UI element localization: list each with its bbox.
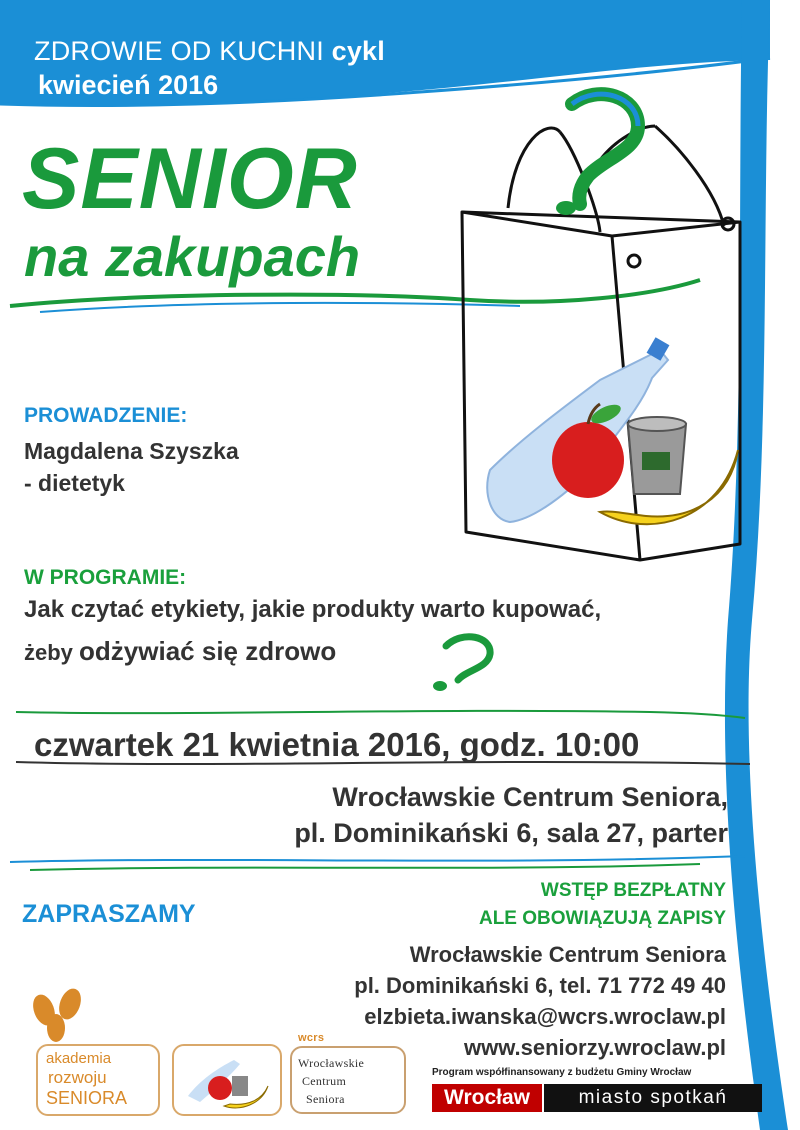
logo-ars-line-2: rozwoju [48,1068,107,1087]
wcrs-logo [290,1032,406,1114]
wroclaw-slogan: miasto spotkań [544,1084,762,1112]
event-title-sub: na zakupach [24,225,361,288]
host-role: - dietetyk [24,470,125,496]
registration-text: ALE OBOWIĄZUJĄ ZAPISY [478,908,726,929]
logo-wcrs-abbr: wcrs [298,1032,325,1044]
organizer-address-phone: pl. Dominikański 6, tel. 71 772 49 40 [354,973,726,998]
series-suffix: cykl [331,36,385,66]
logo-wcrs-line-2: Centrum [302,1074,347,1088]
invite-text: ZAPRASZAMY [22,900,196,928]
event-mini-logo [172,1044,282,1116]
series-text: ZDROWIE OD KUCHNI [34,36,324,66]
series-title [34,36,385,67]
logo-ars-line-3: SENIORA [46,1088,128,1108]
logo-ars-line-1: akademia [46,1050,112,1067]
event-venue: Wrocławskie Centrum Seniora, [332,782,728,812]
event-date: czwartek 21 kwietnia 2016, godz. 10:00 [34,726,640,763]
program-line-2-emphasis: odżywiać się zdrowo [79,636,337,666]
organizer-website[interactable]: www.seniorzy.wroclaw.pl [463,1035,726,1060]
program-label: W PROGRAMIE: [24,566,187,589]
yogurt-cup-illustration [628,417,686,494]
program-line-2 [24,636,336,667]
host-name: Magdalena Szyszka [24,438,239,464]
organizer-name: Wrocławskie Centrum Seniora [409,942,726,967]
series-month: kwiecień 2016 [38,70,219,100]
logo-wcrs-line-3: Seniora [306,1092,345,1106]
event-address: pl. Dominikański 6, sala 27, parter [294,818,728,848]
program-line-1: Jak czytać etykiety, jakie produkty warto kupować, [24,596,602,623]
cofinance-note: Program współfinansowany z budżetu Gminy Wrocław [432,1067,692,1078]
wroclaw-brand-label: Wrocław [432,1084,542,1112]
program-line-2-start: żeby [24,640,73,665]
organizer-email[interactable]: elzbieta.iwanska@wcrs.wroclaw.pl [364,1004,726,1029]
akademia-rozwoju-seniora-logo [36,1044,160,1116]
logo-wcrs-line-1: Wrocławskie [298,1056,365,1070]
oak-leaves-illustration [29,986,85,1042]
host-label: PROWADZENIE: [24,404,188,427]
mini-groceries-illustration [174,1046,280,1114]
entry-free-text: WSTĘP BEZPŁATNY [540,880,726,901]
event-title-main: SENIOR [22,131,358,227]
